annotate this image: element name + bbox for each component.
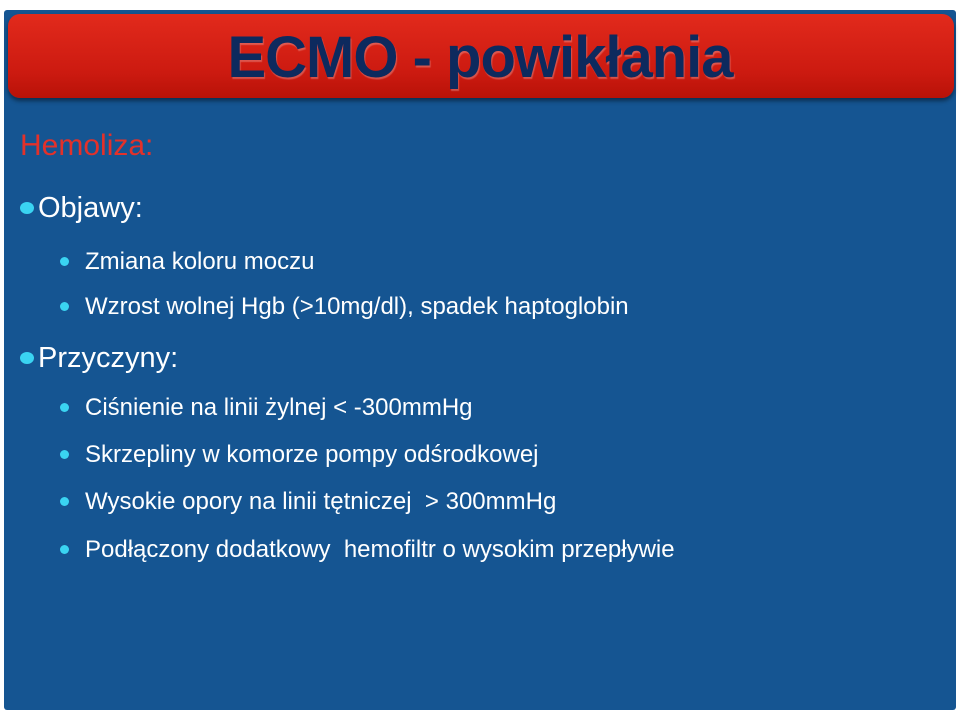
bullet-dot-icon	[20, 352, 34, 364]
bullet-dot-icon	[60, 545, 69, 554]
heading-label: Przyczyny:	[38, 342, 179, 374]
bullet-dot-icon	[20, 202, 34, 214]
list-item-text: Ciśnienie na linii żylnej < -300mmHg	[85, 394, 473, 421]
heading-label: Objawy:	[38, 192, 143, 224]
slide-title: ECMO - powikłania	[227, 25, 733, 90]
list-item-text: Wysokie opory na linii tętniczej > 300mmHg	[85, 488, 557, 515]
bullet-dot-icon	[60, 302, 69, 311]
bullet-dot-icon	[60, 257, 69, 266]
list-item-text: Podłączony dodatkowy hemofiltr o wysokim przepływie	[85, 536, 675, 563]
list-item-text: Skrzepliny w komorze pompy odśrodkowej	[85, 441, 539, 468]
list-item-text: Wzrost wolnej Hgb (>10mg/dl), spadek haptoglobin	[85, 293, 629, 320]
list-item-text: Zmiana koloru moczu	[85, 248, 315, 275]
bullet-dot-icon	[60, 403, 69, 412]
bullet-dot-icon	[60, 450, 69, 459]
section-label-hemoliza: Hemoliza:	[20, 129, 154, 162]
bullet-dot-icon	[60, 497, 69, 506]
